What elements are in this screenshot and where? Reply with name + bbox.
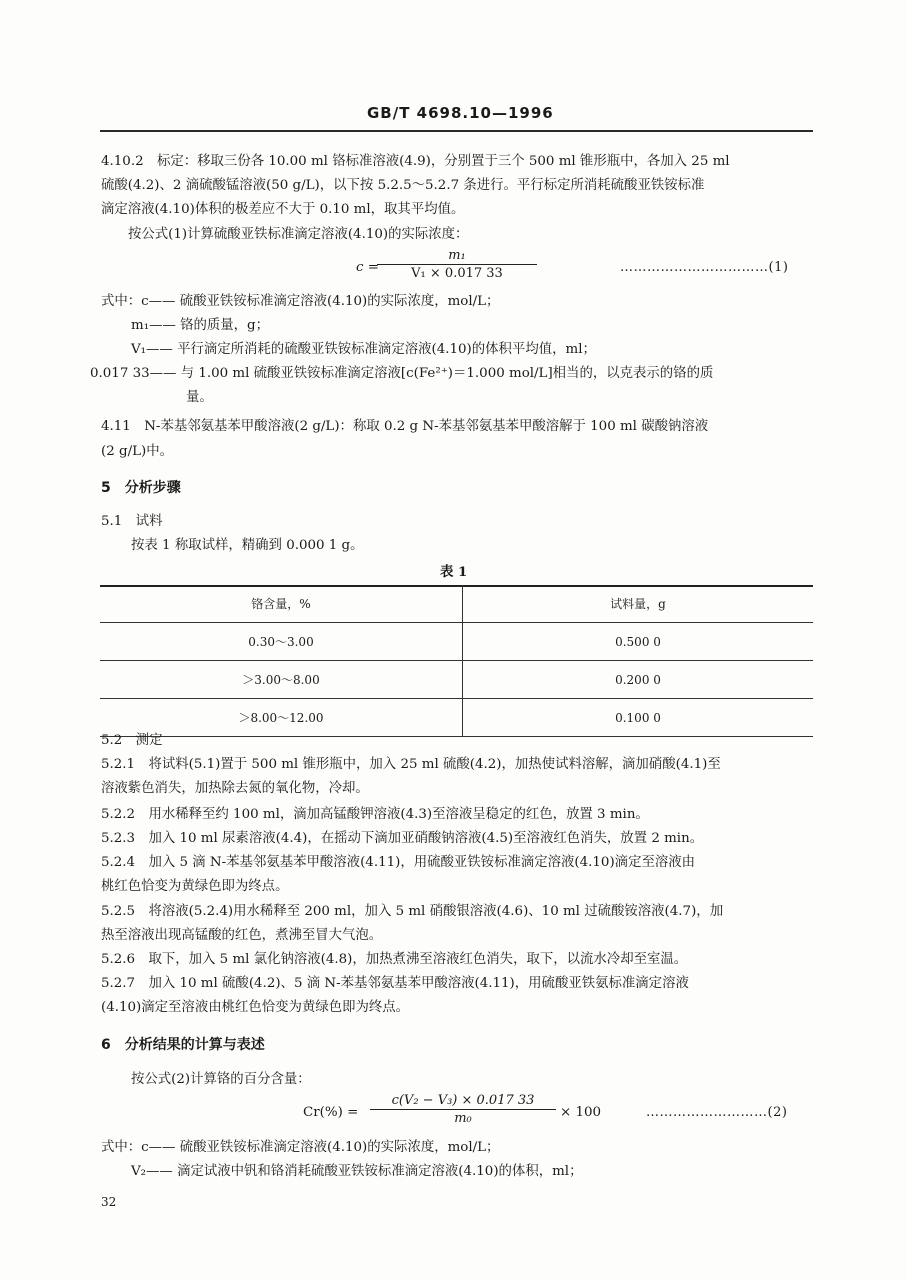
formula2-fraction (370, 1093, 556, 1126)
formula1-lhs: c = (356, 260, 379, 275)
table-cell: 0.30～3.00 (100, 623, 463, 661)
formula2-number: ………………………(2) (646, 1105, 788, 1120)
clause-5-2-6: 5.2.6 取下，加入 5 ml 氯化钠溶液(4.8)，加热煮沸至溶液红色消失，取下，以流水冷却至室温。 (101, 952, 688, 967)
formula2-multiplier: × 100 (560, 1105, 602, 1120)
clause-5-2-1-line2: 溶液紫色消失，加热除去氮的氧化物，冷却。 (101, 781, 369, 796)
section-5-2-title: 5.2 测定 (101, 733, 163, 748)
clause-5-2-4-line1: 5.2.4 加入 5 滴 N-苯基邻氨基苯甲酸溶液(4.11)，用硫酸亚铁铵标准滴定溶液(4.10)滴定至溶液由 (101, 855, 696, 870)
formula2-numerator: c(V₂ − V₃) × 0.017 33 (370, 1093, 556, 1110)
header-rule (100, 130, 813, 132)
table-cell: 0.200 0 (463, 661, 814, 699)
standard-code-header: GB/T 4698.10—1996 (367, 104, 554, 122)
table-cell: ＞8.00～12.00 (100, 699, 463, 737)
where1-constant-line1: 0.017 33—— 与 1.00 ml 硫酸亚铁铵标准滴定溶液[c(Fe²⁺)＝1.000 mol/L]相当的，以克表示的铬的质 (90, 366, 714, 381)
table-header-chromium: 铬含量，% (100, 585, 463, 623)
where1-m1: m₁—— 铬的质量，g； (131, 318, 270, 333)
clause-4-11-line2: (2 g/L)中。 (101, 444, 173, 459)
formula2-lhs: Cr(%) = (303, 1105, 359, 1120)
table1 (100, 585, 813, 737)
table-cell: 0.500 0 (463, 623, 814, 661)
formula1-intro: 按公式(1)计算硫酸亚铁标准滴定溶液(4.10)的实际浓度： (128, 227, 469, 242)
formula1-number: ……………………………(1) (620, 260, 789, 275)
clause-4-10-2-line1: 4.10.2 标定：移取三份各 10.00 ml 铬标准溶液(4.9)，分别置于三个 500 ml 锥形瓶中，各加入 25 ml (101, 154, 730, 169)
table-cell: ＞3.00～8.00 (100, 661, 463, 699)
table-header-row (100, 585, 813, 623)
clause-5-2-5-line1: 5.2.5 将溶液(5.2.4)用水稀释至 200 ml，加入 5 ml 硝酸银溶液(4.6)、10 ml 过硫酸铵溶液(4.7)，加 (101, 904, 724, 919)
clause-4-10-2-line3: 滴定溶液(4.10)体积的极差应不大于 0.10 ml，取其平均值。 (101, 202, 465, 217)
clause-5-2-4-line2: 桃红色恰变为黄绿色即为终点。 (101, 879, 289, 894)
where1-c: 式中：c—— 硫酸亚铁铵标准滴定溶液(4.10)的实际浓度，mol/L； (101, 294, 500, 309)
clause-5-2-1-line1: 5.2.1 将试料(5.1)置于 500 ml 锥形瓶中，加入 25 ml 硫酸(4.2)，加热使试料溶解，滴加硝酸(4.1)至 (101, 757, 721, 772)
section-5-1-text: 按表 1 称取试样，精确到 0.000 1 g。 (131, 538, 364, 553)
formula1-numerator: m₁ (377, 248, 537, 265)
section-5-title: 5 分析步骤 (101, 480, 181, 496)
section-5-1-title: 5.1 试料 (101, 514, 163, 529)
clause-4-11-line1: 4.11 N-苯基邻氨基苯甲酸溶液(2 g/L)：称取 0.2 g N-苯基邻氨基苯甲酸溶解于 100 ml 碳酸钠溶液 (101, 419, 709, 434)
page-number: 32 (101, 1195, 117, 1209)
table-row (100, 699, 813, 737)
where2-c: 式中：c—— 硫酸亚铁铵标准滴定溶液(4.10)的实际浓度，mol/L； (101, 1140, 500, 1155)
table1-caption: 表 1 (440, 564, 468, 580)
where2-v2: V₂—— 滴定试液中钒和铬消耗硫酸亚铁铵标准滴定溶液(4.10)的体积，ml； (131, 1164, 583, 1179)
table-row (100, 623, 813, 661)
section-6-title: 6 分析结果的计算与表述 (101, 1037, 265, 1053)
formula1-denominator: V₁ × 0.017 33 (411, 266, 503, 281)
clause-5-2-5-line2: 热至溶液出现高锰酸的红色，煮沸至冒大气泡。 (101, 928, 383, 943)
clause-4-10-2-line2: 硫酸(4.2)、2 滴硫酸锰溶液(50 g/L)，以下按 5.2.5～5.2.7 条进行。平行标定所消耗硫酸亚铁铵标准 (101, 178, 705, 193)
where1-constant-line2: 量。 (186, 390, 213, 405)
formula2-denominator: m₀ (454, 1111, 472, 1126)
clause-5-2-7-line2: (4.10)滴定至溶液由桃红色恰变为黄绿色即为终点。 (101, 1000, 410, 1015)
formula2-intro: 按公式(2)计算铬的百分含量： (131, 1072, 311, 1087)
clause-5-2-2: 5.2.2 用水稀释至约 100 ml，滴加高锰酸钾溶液(4.3)至溶液呈稳定的红色，放置 3 min。 (101, 807, 649, 822)
where1-v1: V₁—— 平行滴定所消耗的硫酸亚铁铵标准滴定溶液(4.10)的体积平均值，ml； (131, 342, 596, 357)
table-header-sample: 试料量，g (463, 585, 814, 623)
clause-5-2-7-line1: 5.2.7 加入 10 ml 硫酸(4.2)、5 滴 N-苯基邻氨基苯甲酸溶液(4.11)，用硫酸亚铁氨标准滴定溶液 (101, 976, 689, 991)
table-cell: 0.100 0 (463, 699, 814, 737)
clause-5-2-3: 5.2.3 加入 10 ml 尿素溶液(4.4)，在摇动下滴加亚硝酸钠溶液(4.5)至溶液红色消失，放置 2 min。 (101, 831, 704, 846)
formula1-fraction (377, 248, 537, 281)
table-row (100, 661, 813, 699)
